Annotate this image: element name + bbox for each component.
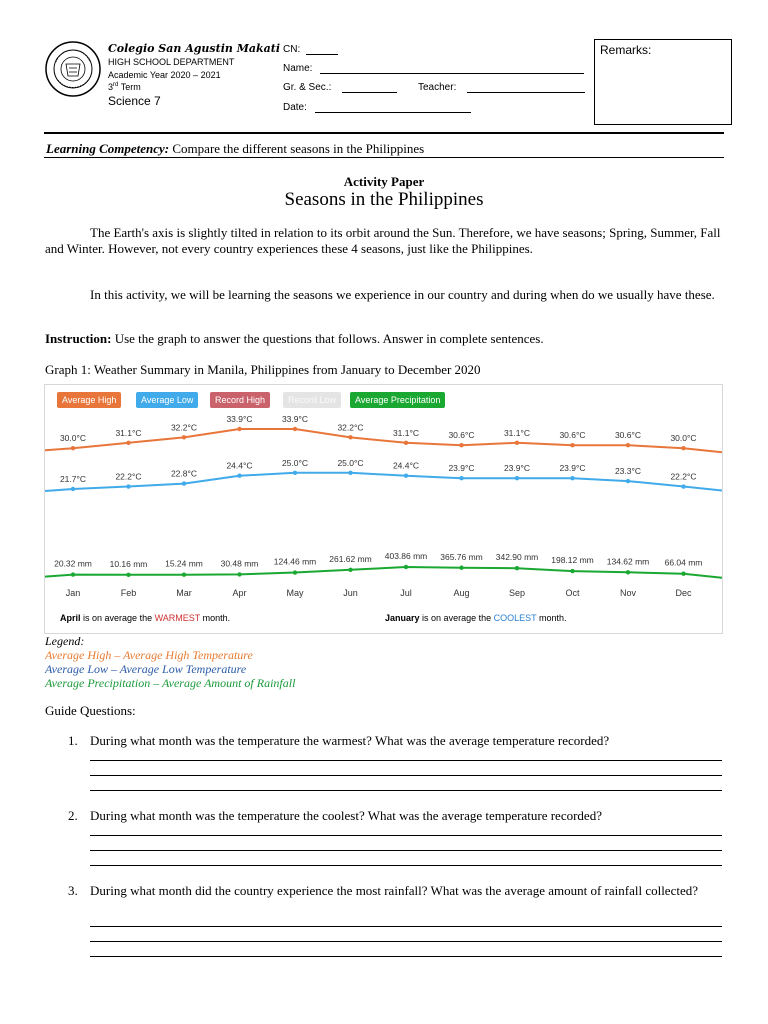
paragraph-1-text: The Earth's axis is slightly tilted in relation to its orbit around the Sun. Therefore, we have seasons; Spring, Summer, Fall and Winter. However, not every country experiences these 4 seasons, just like the Philippines.	[45, 225, 721, 256]
average-high-point	[626, 443, 630, 447]
question-text: During what month was the temperature the coolest? What was the average temperature recorded?	[90, 808, 602, 823]
average-low-data-label: 23.9°C	[448, 463, 475, 474]
average-precipitation-point	[126, 573, 130, 577]
average-precipitation-point	[348, 568, 352, 572]
average-precipitation-data-label: 365.76 mm	[440, 551, 483, 562]
term-word: Term	[120, 82, 141, 92]
grade-section-field[interactable]	[342, 92, 397, 93]
average-precipitation-point	[626, 570, 630, 574]
question-2	[68, 808, 728, 824]
subject-name: Science 7	[108, 94, 161, 108]
average-low-point	[681, 484, 685, 488]
average-precipitation-data-label: 342.90 mm	[495, 552, 539, 563]
guide-questions-label: Guide Questions:	[45, 703, 136, 718]
average-precipitation-data-label: 66.04 mm	[664, 557, 703, 568]
average-precipitation-point	[293, 570, 297, 574]
chart-plot	[45, 385, 722, 633]
header-divider	[44, 132, 724, 134]
instruction	[45, 331, 725, 347]
question-3	[68, 883, 728, 899]
department-name: HIGH SCHOOL DEPARTMENT	[108, 57, 235, 67]
average-low-point	[626, 479, 630, 483]
average-high-data-label: 31.1°C	[503, 427, 531, 438]
page-title: Seasons in the Philippines	[284, 189, 484, 210]
average-precipitation-point	[71, 572, 75, 576]
intro-paragraph-2	[45, 287, 725, 303]
average-precipitation-point	[459, 566, 463, 570]
average-low-series	[45, 458, 722, 491]
coolest-month: January	[385, 613, 420, 623]
legend-average-low: Average Low – Average Low Temperature	[45, 662, 247, 676]
warmest-note-pre: is on average the	[83, 613, 153, 623]
question-text: During what month was the temperature the warmest? What was the average temperature recorded?	[90, 733, 610, 748]
average-precipitation-data-label: 134.62 mm	[606, 556, 650, 567]
answer-line[interactable]	[90, 835, 722, 836]
remarks-label: Remarks:	[600, 43, 652, 57]
warmest-note-post: month.	[202, 613, 231, 623]
average-low-point	[348, 471, 352, 475]
question-number: 3.	[68, 883, 78, 898]
average-low-data-label: 21.7°C	[59, 474, 87, 484]
average-low-point	[293, 471, 297, 475]
question-number: 2.	[68, 808, 78, 823]
legend-average-high: Average High – Average High Temperature	[45, 648, 253, 662]
average-precipitation-point	[681, 571, 685, 575]
average-high-point	[515, 441, 519, 445]
name-label: Name:	[283, 63, 313, 74]
average-high-data-label: 30.6°C	[448, 430, 475, 441]
legend-button-average-precipitation[interactable]: Average Precipitation	[350, 392, 445, 408]
average-high-data-label: 30.6°C	[559, 430, 586, 441]
term-suffix: rd	[113, 82, 119, 88]
average-low-data-label: 25.0°C	[281, 457, 309, 468]
average-precipitation-point	[237, 572, 241, 576]
average-high-data-label: 30.0°C	[59, 433, 87, 444]
average-high-data-label: 31.1°C	[115, 427, 142, 438]
average-high-point	[459, 443, 463, 447]
average-low-point	[71, 487, 75, 491]
average-high-data-label: 30.6°C	[614, 430, 642, 441]
legend-block	[45, 634, 295, 690]
competency-divider	[44, 157, 724, 158]
grade-section-label: Gr. & Sec.:	[283, 82, 332, 93]
answer-line[interactable]	[90, 775, 722, 776]
average-low-data-label: 25.0°C	[337, 457, 364, 468]
instruction-text: Use the graph to answer the questions that follows. Answer in complete sentences.	[114, 331, 544, 346]
name-field[interactable]	[320, 73, 584, 74]
average-precipitation-data-label: 15.24 mm	[165, 558, 203, 569]
teacher-label: Teacher:	[418, 82, 457, 93]
x-tick-label: Jan	[65, 588, 81, 598]
legend-button-record-low[interactable]: Record Low	[283, 392, 341, 408]
x-tick-label: Feb	[120, 588, 137, 598]
answer-line[interactable]	[90, 956, 722, 957]
average-low-data-label: 24.4°C	[226, 460, 253, 471]
average-low-data-label: 22.2°C	[670, 471, 697, 482]
average-high-point	[237, 427, 241, 431]
term-number: 3	[108, 82, 114, 92]
average-high-point	[71, 446, 75, 450]
average-precipitation-data-label: 198.12 mm	[551, 555, 594, 566]
average-low-point	[515, 476, 519, 480]
cn-label: CN:	[283, 44, 301, 55]
average-high-point	[182, 435, 186, 439]
answer-line[interactable]	[90, 941, 722, 942]
warmest-month: April	[60, 613, 81, 623]
coolest-highlight: COOLEST	[493, 613, 537, 623]
average-precipitation-point	[515, 566, 519, 570]
average-precipitation-data-label: 403.86 mm	[384, 551, 428, 561]
school-seal-logo	[44, 40, 102, 98]
average-high-data-label: 32.2°C	[337, 422, 364, 433]
average-precipitation-data-label: 10.16 mm	[109, 558, 148, 569]
question-number: 1.	[68, 733, 78, 748]
average-low-data-label: 22.2°C	[115, 471, 142, 482]
average-low-point	[570, 476, 574, 480]
average-high-point	[126, 441, 130, 445]
intro-paragraph-1	[45, 225, 725, 257]
learning-competency-text: Compare the different seasons in the Philippines	[172, 141, 425, 156]
average-high-data-label: 31.1°C	[392, 427, 420, 438]
question-1	[68, 733, 728, 749]
legend-average-precipitation: Average Precipitation – Average Amount of Rainfall	[45, 676, 296, 690]
average-high-point	[404, 441, 408, 445]
x-tick-label: Jul	[400, 588, 412, 598]
average-high-data-label: 30.0°C	[670, 433, 697, 444]
average-high-series	[45, 414, 722, 452]
term	[108, 82, 141, 92]
answer-line[interactable]	[90, 926, 722, 927]
average-low-point	[237, 474, 241, 478]
warmest-month-note	[60, 613, 230, 623]
average-precipitation-data-label: 124.46 mm	[273, 556, 317, 567]
average-low-data-label: 23.9°C	[503, 463, 531, 474]
coolest-note-post: month.	[538, 613, 567, 623]
average-high-data-label: 32.2°C	[170, 422, 198, 433]
average-precipitation-data-label: 30.48 mm	[220, 558, 259, 569]
average-precipitation-data-label: 20.32 mm	[54, 558, 92, 569]
average-low-point	[182, 481, 186, 485]
graph-caption: Graph 1: Weather Summary in Manila, Philippines from January to December 2020	[45, 362, 481, 377]
coolest-month-note	[385, 613, 567, 623]
average-precipitation-series	[45, 551, 722, 578]
answer-line[interactable]	[90, 865, 722, 866]
average-low-point	[404, 474, 408, 478]
x-tick-label: Nov	[619, 588, 637, 598]
coolest-note-pre: is on average the	[422, 613, 492, 623]
x-tick-label: Aug	[453, 588, 470, 598]
academic-year: Academic Year 2020 – 2021	[108, 70, 221, 80]
answer-line[interactable]	[90, 760, 722, 761]
average-high-point	[570, 443, 574, 447]
average-precipitation-point	[570, 569, 574, 573]
average-low-data-label: 23.9°C	[559, 463, 586, 474]
legend-title: Legend:	[45, 634, 85, 648]
average-low-data-label: 23.3°C	[614, 466, 642, 477]
x-tick-label: Sep	[508, 588, 526, 598]
average-high-point	[348, 435, 352, 439]
x-tick-label: May	[286, 588, 304, 598]
x-tick-label: Apr	[232, 588, 247, 598]
school-name: Colegio San Agustin Makati	[108, 42, 281, 55]
average-high-point	[293, 427, 297, 431]
question-text: During what month did the country experience the most rainfall? What was the average amount of rainfall collected?	[90, 883, 699, 898]
average-low-point	[459, 476, 463, 480]
average-high-data-label: 33.9°C	[281, 414, 309, 424]
average-low-point	[126, 484, 130, 488]
date-label: Date:	[283, 102, 307, 113]
average-high-data-label: 33.9°C	[226, 414, 253, 424]
x-tick-label: Mar	[176, 588, 192, 598]
legend-button-average-high[interactable]: Average High	[57, 392, 121, 408]
paragraph-2-text: In this activity, we will be learning the seasons we experience in our country and during when do we usually have these.	[90, 287, 715, 302]
weather-chart	[44, 384, 723, 634]
average-high-point	[681, 446, 685, 450]
answer-line[interactable]	[90, 790, 722, 791]
average-precipitation-data-label: 261.62 mm	[329, 553, 372, 564]
activity-paper-label: Activity Paper	[343, 174, 425, 189]
average-low-data-label: 24.4°C	[392, 460, 420, 471]
cn-field[interactable]	[306, 54, 338, 55]
date-field[interactable]	[315, 112, 471, 113]
average-precipitation-point	[404, 565, 408, 569]
instruction-label: Instruction:	[45, 331, 112, 346]
average-low-data-label: 22.8°C	[170, 468, 198, 479]
x-tick-label: Oct	[565, 588, 580, 598]
x-tick-label: Jun	[343, 588, 358, 598]
warmest-highlight: WARMEST	[154, 613, 201, 623]
legend-button-average-low[interactable]: Average Low	[136, 392, 198, 408]
learning-competency-label: Learning Competency:	[46, 141, 170, 156]
teacher-field[interactable]	[467, 92, 585, 93]
x-tick-label: Dec	[675, 588, 692, 598]
average-precipitation-point	[182, 572, 186, 576]
legend-button-record-high[interactable]: Record High	[210, 392, 270, 408]
learning-competency	[46, 141, 424, 157]
answer-line[interactable]	[90, 850, 722, 851]
